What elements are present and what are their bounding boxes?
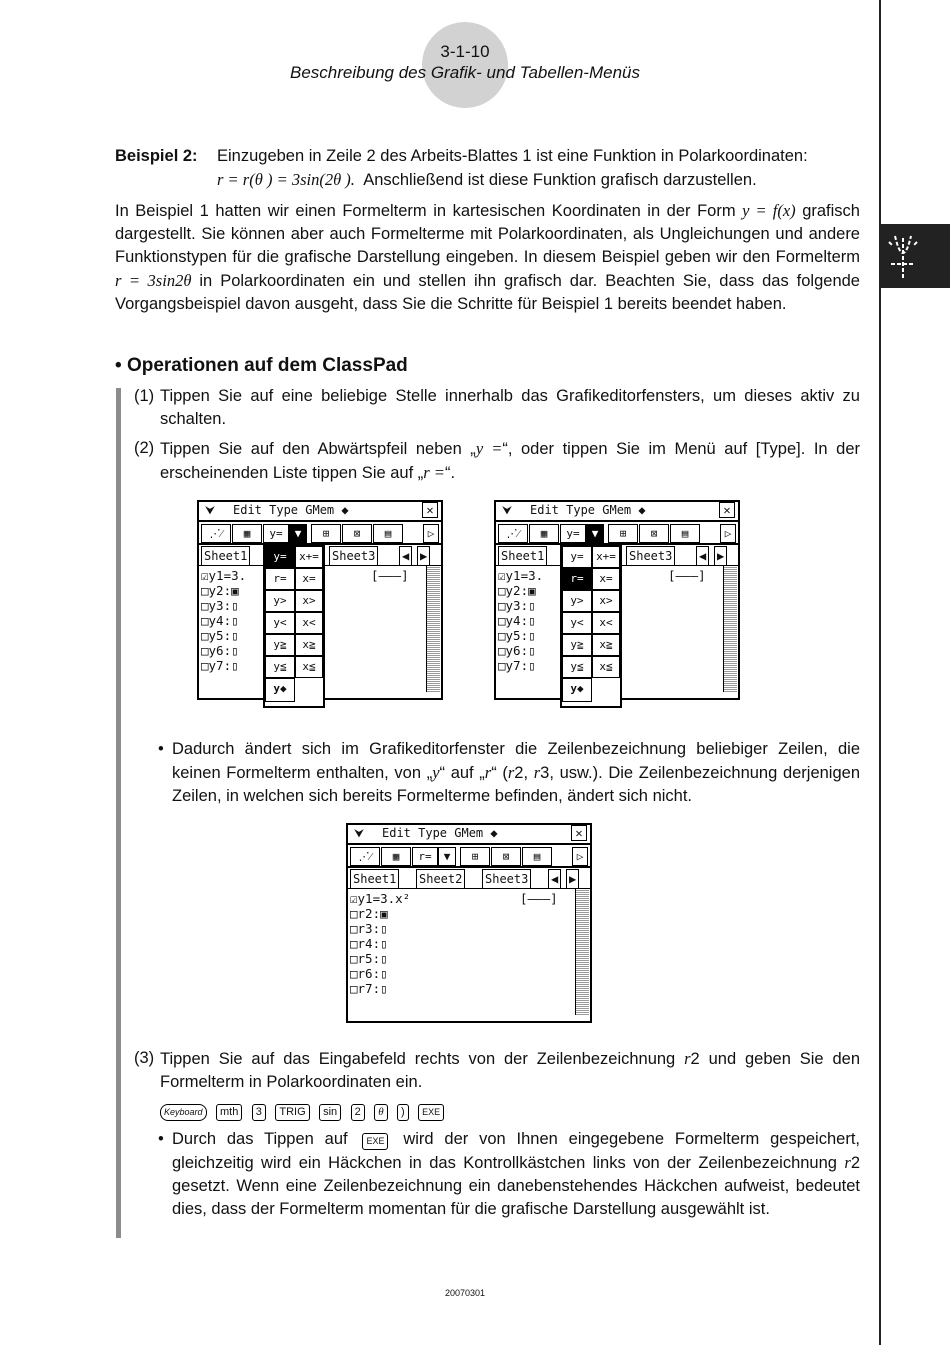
sheet-tabs [348, 868, 590, 889]
step2-part-b: “, oder tippen Sie im Menü auf [Type]. In der erscheinenden Liste tippen Sie auf „ [160, 440, 861, 482]
page-number: 3-1-10 [440, 42, 490, 61]
bullet2-part-a: Durch das Tippen auf [172, 1130, 348, 1148]
tab-sheet2[interactable]: Sheet2 [416, 869, 465, 888]
table-tool-icon[interactable]: ▦ [529, 524, 559, 543]
type-dropdown-list [560, 544, 622, 708]
intro-part3: in Polarkoordinaten ein und stellen ihn grafisch dar. Beachten Sie, dass das folgende Vorgangsbeispiel davon ausgeht, dass Sie die Schritte für Beispiel 1 bereits beendet haben. [115, 272, 860, 313]
calc-screen-b [494, 500, 740, 700]
option-y-more[interactable]: y◆ [265, 678, 295, 702]
step2-part-c: “. [444, 464, 456, 482]
option-y-more[interactable]: y◆ [562, 678, 592, 702]
tab-sheet3[interactable]: Sheet3 [626, 546, 675, 565]
table-settings-icon[interactable]: ▤ [522, 847, 552, 866]
type-selector[interactable]: y= [560, 524, 586, 543]
digit-2-key: 2 [351, 1104, 365, 1121]
bullet2-part-c: 2 gesetzt. Wenn eine Zeilenbezeichnung ein danebenstehendes Häckchen aufweist, bedeutet dies, dass der Formelterm momentan für die grafische Darstellung ausgewählt ist. [172, 1154, 860, 1218]
editor-line-7[interactable]: □y7:▯ [201, 658, 239, 673]
calc-screen-c [346, 823, 592, 1023]
example-line1: Einzugeben in Zeile 2 des Arbeits-Blattes 1 ist eine Funktion in Polarkoordinaten: [217, 147, 808, 165]
tab-sheet3[interactable]: Sheet3 [329, 546, 378, 565]
option-x-gt[interactable]: x> [592, 590, 620, 612]
graph-icon [881, 224, 950, 288]
editor-line-6[interactable]: □y6:▯ [498, 643, 536, 658]
exe-key: EXE [418, 1104, 444, 1121]
editor-line-1[interactable]: ☑y1=3. [201, 568, 247, 583]
intro-form: y = f(x) [742, 201, 796, 220]
bullet2-part-b: wird der von Ihnen eingegebene Formelterm gespeichert, gleichzeitig wird ein Häckchen in das Kontrollkästchen links von der Zeilenbezeichnung [172, 1130, 860, 1172]
tab-prev-icon[interactable]: ◀ [696, 546, 709, 565]
option-x-gt[interactable]: x> [295, 590, 323, 612]
step2-r: r = [423, 463, 445, 482]
step3-number: (3) [134, 1049, 155, 1067]
bullet-dot: • [158, 740, 164, 758]
option-x-ge[interactable]: x≧ [295, 634, 323, 656]
type-dropdown-list [263, 544, 325, 708]
option-y-le[interactable]: y≦ [562, 656, 592, 678]
tab-sheet3[interactable]: Sheet3 [482, 869, 531, 888]
intro-part1: In Beispiel 1 hatten wir einen Formelterm in kartesischen Koordinaten in der Form [115, 202, 736, 220]
editor-scrollbar[interactable] [723, 566, 737, 692]
editor-line-3[interactable]: □y3:▯ [201, 598, 239, 613]
option-y-eq[interactable]: y= [265, 546, 295, 568]
option-y-gt[interactable]: y> [562, 590, 592, 612]
step3-part-a: Tippen Sie auf das Eingabefeld rechts von der Zeilenbezeichnung [160, 1050, 676, 1068]
option-x-le[interactable]: x≦ [592, 656, 620, 678]
step1-number: (1) [134, 387, 155, 405]
editor-line-5[interactable]: □y5:▯ [201, 628, 239, 643]
footer-date: 20070301 [444, 1288, 486, 1298]
tab-next-icon[interactable]: ▶ [417, 546, 430, 565]
trig-key: TRIG [275, 1104, 309, 1121]
type-dropdown-icon[interactable]: ▼ [289, 524, 307, 543]
option-y-le[interactable]: y≦ [265, 656, 295, 678]
option-y-lt[interactable]: y< [265, 612, 295, 634]
option-x-param[interactable]: x+= [295, 546, 323, 568]
step2-text [160, 437, 860, 485]
option-y-gt[interactable]: y> [265, 590, 295, 612]
option-y-eq[interactable]: y= [562, 546, 592, 568]
chapter-tab [881, 224, 950, 288]
bullet1-r3: r [533, 763, 541, 782]
editor-line-3[interactable]: □y3:▯ [498, 598, 536, 613]
step3-text [160, 1047, 860, 1094]
toolbar-more-icon[interactable]: ▷ [572, 847, 588, 866]
calc-screen-a [197, 500, 443, 700]
section-heading-text: Operationen auf dem ClassPad [126, 355, 408, 376]
step1-text: Tippen Sie auf eine beliebige Stelle innerhalb das Grafikeditorfensters, um dieses aktiv zu schalten. [160, 387, 860, 428]
close-icon[interactable]: ✕ [422, 502, 438, 518]
example-label: Beispiel 2: [115, 147, 198, 165]
menu-items[interactable]: Edit Type GMem ◆ [530, 503, 646, 517]
bullet1-part-b: “ auf „ [439, 764, 485, 782]
option-r-eq[interactable]: r= [265, 568, 295, 590]
option-y-ge[interactable]: y≧ [562, 634, 592, 656]
table-tool-icon[interactable]: ▦ [232, 524, 262, 543]
step3-part-b: 2 und geben Sie den Formelterm in Polarkoordinaten ein. [160, 1050, 860, 1091]
toolbar [496, 522, 738, 545]
bullet2-text [172, 1128, 860, 1221]
tab-sheet1[interactable]: Sheet1 [201, 546, 250, 565]
editor-line-2[interactable]: □r2:▣ [350, 906, 388, 921]
option-x-lt[interactable]: x< [295, 612, 323, 634]
zoom-box-icon[interactable]: ⊞ [608, 524, 638, 543]
option-r-eq[interactable]: r= [562, 568, 592, 590]
example-line2 [217, 168, 862, 192]
step-sidebar [116, 388, 121, 1238]
editor-line-5[interactable]: □r5:▯ [350, 951, 388, 966]
menu-bar [496, 502, 738, 522]
bullet1-r: r [484, 763, 492, 782]
graph-tool-icon[interactable]: ⋰⁄ [498, 524, 528, 543]
editor-line-6[interactable]: □r6:▯ [350, 966, 388, 981]
option-y-ge[interactable]: y≧ [265, 634, 295, 656]
editor-line-6[interactable]: □y6:▯ [201, 643, 239, 658]
tab-prev-icon[interactable]: ◀ [548, 869, 561, 888]
editor-line-1[interactable]: ☑y1=3. [498, 568, 544, 583]
editor-line-4[interactable]: □y4:▯ [498, 613, 536, 628]
toolbar-more-icon[interactable]: ▷ [423, 524, 439, 543]
table-settings-icon[interactable]: ▤ [373, 524, 403, 543]
editor-line-7[interactable]: □y7:▯ [498, 658, 536, 673]
close-icon[interactable]: ✕ [571, 825, 587, 841]
bullet1-part-a: Dadurch ändert sich im Grafikeditorfenster die Zeilenbezeichnung beliebiger Zeilen, die keinen Formelterm enthalten, von „ [172, 740, 860, 782]
editor-line-3[interactable]: □r3:▯ [350, 921, 388, 936]
option-x-lt[interactable]: x< [592, 612, 620, 634]
table-tool-icon[interactable]: ▦ [381, 847, 411, 866]
step2-y: y = [475, 439, 503, 458]
type-selector[interactable]: y= [263, 524, 289, 543]
bullet1-y: y [432, 763, 440, 782]
toolbar [348, 845, 590, 868]
theta-key: θ [374, 1104, 387, 1121]
bullet1-r2: r [507, 763, 515, 782]
exe-key-inline: EXE [362, 1133, 388, 1150]
editor-area[interactable] [348, 889, 590, 999]
editor-line-4[interactable]: □y4:▯ [201, 613, 239, 628]
example-formula: r = r(θ ) = 3sin(2θ ). [217, 170, 355, 189]
tab-next-icon[interactable]: ▶ [714, 546, 727, 565]
sin-key: sin [319, 1104, 341, 1121]
graph-tool-icon[interactable]: ⋰⁄ [350, 847, 380, 866]
menu-bar [199, 502, 441, 522]
bullet1-text [172, 738, 860, 808]
editor-line-1[interactable]: ☑y1=3.x² [350, 891, 411, 906]
step3-r: r [684, 1049, 691, 1068]
option-y-lt[interactable]: y< [562, 612, 592, 634]
bullet1-part-d: 2, [514, 764, 534, 782]
digit-3-key: 3 [252, 1104, 266, 1121]
step2-number: (2) [134, 439, 155, 457]
toolbar-more-icon[interactable]: ▷ [720, 524, 736, 543]
editor-line-2[interactable]: □y2:▣ [201, 583, 239, 598]
editor-line-4[interactable]: □r4:▯ [350, 936, 388, 951]
tab-next-icon[interactable]: ▶ [566, 869, 579, 888]
intro-part2: grafisch dargestellt. Sie können aber auch Formelterme mit Polarkoordinaten, als Ungleichungen und andere Funktionstypen für die grafische Darstellung eingeben. In diesem Beispiel geben wir den Formelterm [115, 202, 860, 266]
menu-items[interactable]: Edit Type GMem ◆ [233, 503, 349, 517]
example-line2-rest: Anschließend ist diese Funktion grafisch darzustellen. [363, 171, 757, 189]
editor-line-5[interactable]: □y5:▯ [498, 628, 536, 643]
key-sequence [160, 1102, 449, 1121]
margin-line [879, 0, 881, 1345]
intro-formula: r = 3sin2θ [115, 271, 192, 290]
close-paren-key: ) [397, 1104, 409, 1121]
graph-tool-icon[interactable]: ⋰⁄ [201, 524, 231, 543]
bullet1-part-e: 3, usw.). Die Zeilenbezeichnung derjenigen Zeilen, in welchen sich bereits Formelterme befinden, ändert sich nicht. [172, 764, 861, 805]
zoom-box-icon[interactable]: ⊞ [311, 524, 341, 543]
style-bracket[interactable]: [———] [371, 568, 409, 583]
section-heading: • Operationen auf dem ClassPad [115, 355, 408, 376]
mth-key: mth [216, 1104, 242, 1121]
menu-down-icon[interactable]: ⮟ [502, 503, 513, 517]
menu-bar [348, 825, 590, 845]
style-bracket[interactable]: [———] [668, 568, 706, 583]
bullet2-r: r [844, 1153, 851, 1172]
zoom-in-icon[interactable]: ⊠ [342, 524, 372, 543]
editor-scrollbar[interactable] [426, 566, 440, 692]
page-title: Beschreibung des Grafik- und Tabellen-Menüs [290, 63, 640, 82]
zoom-in-icon[interactable]: ⊠ [639, 524, 669, 543]
option-x-eq[interactable]: x= [592, 568, 620, 590]
menu-down-icon[interactable]: ⮟ [354, 826, 365, 840]
editor-line-7[interactable]: □r7:▯ [350, 981, 388, 996]
option-x-ge[interactable]: x≧ [592, 634, 620, 656]
menu-items[interactable]: Edit Type GMem ◆ [382, 826, 498, 840]
tab-prev-icon[interactable]: ◀ [399, 546, 412, 565]
keyboard-key: Keyboard [160, 1104, 207, 1121]
intro-paragraph [115, 199, 860, 316]
zoom-box-icon[interactable]: ⊞ [460, 847, 490, 866]
tab-sheet1[interactable]: Sheet1 [350, 869, 399, 888]
option-x-le[interactable]: x≦ [295, 656, 323, 678]
type-selector[interactable]: r= [412, 847, 438, 866]
tab-sheet1[interactable]: Sheet1 [498, 546, 547, 565]
style-bracket[interactable]: [———] [520, 891, 558, 906]
type-dropdown-icon[interactable]: ▼ [586, 524, 604, 543]
zoom-in-icon[interactable]: ⊠ [491, 847, 521, 866]
menu-down-icon[interactable]: ⮟ [205, 503, 216, 517]
editor-line-2[interactable]: □y2:▣ [498, 583, 536, 598]
editor-scrollbar[interactable] [575, 889, 589, 1015]
toolbar [199, 522, 441, 545]
step2-part-a: Tippen Sie auf den Abwärtspfeil neben „ [160, 440, 476, 458]
type-dropdown-icon[interactable]: ▼ [438, 847, 456, 866]
table-settings-icon[interactable]: ▤ [670, 524, 700, 543]
option-x-param[interactable]: x+= [592, 546, 620, 568]
option-x-eq[interactable]: x= [295, 568, 323, 590]
close-icon[interactable]: ✕ [719, 502, 735, 518]
bullet-dot: • [158, 1130, 164, 1148]
bullet1-part-c: “ ( [491, 764, 508, 782]
